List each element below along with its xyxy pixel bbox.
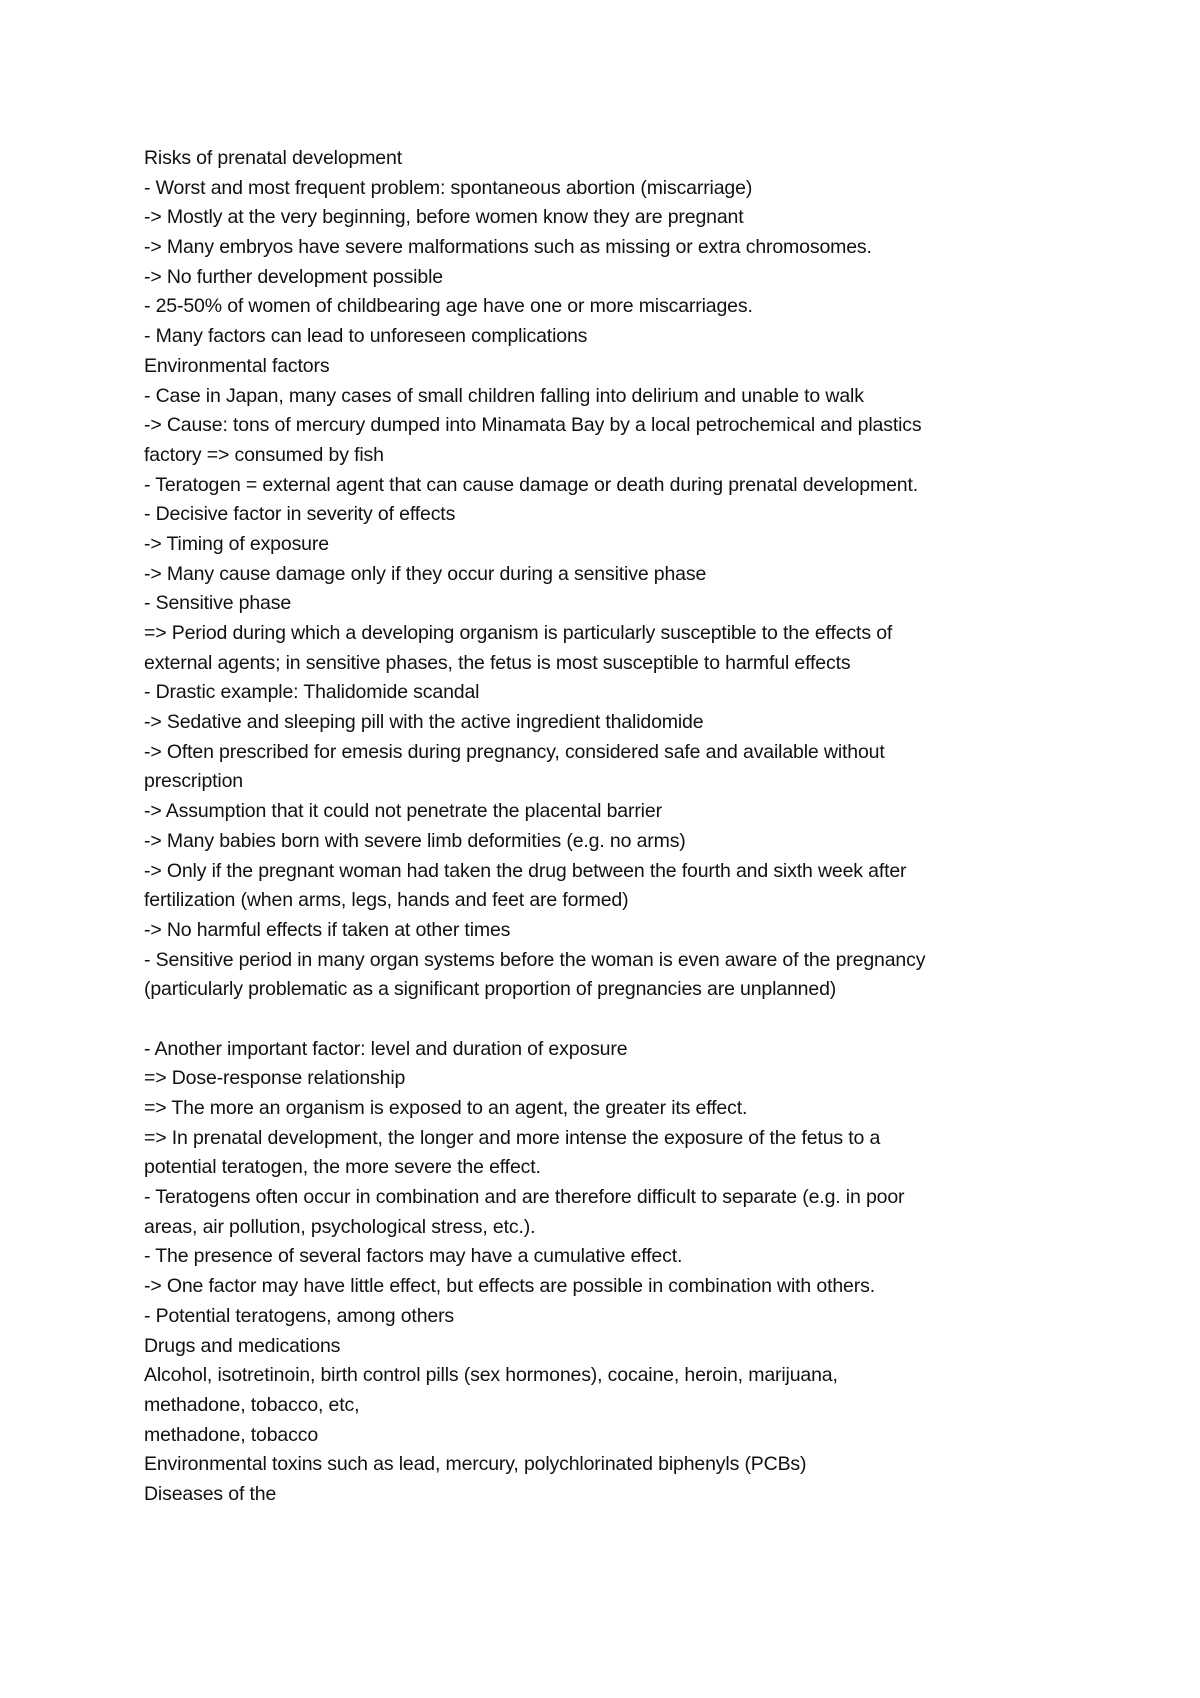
text-line: Diseases of the xyxy=(144,1482,277,1505)
text-line: - The presence of several factors may have a cumulative effect. xyxy=(144,1245,683,1268)
text-line: methadone, tobacco, etc, xyxy=(144,1393,360,1416)
text-line: => Period during which a developing organism is particularly susceptible to the effects of xyxy=(144,622,893,644)
text-line: - Decisive factor in severity of effects xyxy=(144,503,456,526)
text-line: - Another important factor: level and duration of exposure xyxy=(144,1037,628,1060)
text-line: prescription xyxy=(144,770,243,793)
text-line: - 25-50% of women of childbearing age have one or more miscarriages. xyxy=(144,295,753,318)
blank-line xyxy=(144,1005,1056,1035)
text-line: => Dose-response relationship xyxy=(144,1067,406,1090)
text-line: -> Cause: tons of mercury dumped into Minamata Bay by a local petrochemical and plastics xyxy=(144,414,922,437)
text-line: potential teratogen, the more severe the effect. xyxy=(144,1156,541,1179)
text-line: -> Often prescribed for emesis during pregnancy, considered safe and available without xyxy=(144,740,885,763)
document-body xyxy=(144,144,1056,1510)
text-line: - Worst and most frequent problem: spontaneous abortion (miscarriage) xyxy=(144,176,753,199)
text-line: - Drastic example: Thalidomide scandal xyxy=(144,681,480,704)
section-heading: Environmental factors xyxy=(144,354,330,377)
text-line: factory => consumed by fish xyxy=(144,443,384,466)
text-line: - Teratogen = external agent that can cause damage or death during prenatal development. xyxy=(144,473,919,496)
text-line: fertilization (when arms, legs, hands and feet are formed) xyxy=(144,889,629,912)
section-heading: Drugs and medications xyxy=(144,1334,341,1357)
text-line: -> No harmful effects if taken at other times xyxy=(144,918,511,941)
text-line: => The more an organism is exposed to an agent, the greater its effect. xyxy=(144,1097,748,1119)
text-line: -> Many cause damage only if they occur during a sensitive phase xyxy=(144,562,707,585)
text-line: -> One factor may have little effect, but effects are possible in combination with others. xyxy=(144,1275,875,1298)
text-line: -> Assumption that it could not penetrate the placental barrier xyxy=(144,800,662,823)
text-line: => In prenatal development, the longer and more intense the exposure of the fetus to a xyxy=(144,1126,881,1149)
text-line: -> Only if the pregnant woman had taken the drug between the fourth and sixth week after xyxy=(144,859,907,882)
text-line: Alcohol, isotretinoin, birth control pills (sex hormones), cocaine, heroin, marijuana, xyxy=(144,1364,838,1387)
text-line: - Many factors can lead to unforeseen complications xyxy=(144,325,588,348)
text-line: -> No further development possible xyxy=(144,265,443,288)
text-line: - Sensitive period in many organ systems before the woman is even aware of the pregnancy xyxy=(144,948,926,971)
text-line: - Sensitive phase xyxy=(144,592,292,615)
text-line: methadone, tobacco xyxy=(144,1423,319,1446)
text-line: (particularly problematic as a significant proportion of pregnancies are unplanned) xyxy=(144,978,837,1001)
text-line: -> Mostly at the very beginning, before women know they are pregnant xyxy=(144,206,744,229)
text-line: -> Timing of exposure xyxy=(144,532,329,555)
text-line: -> Many embryos have severe malformations such as missing or extra chromosomes. xyxy=(144,236,872,259)
text-line: -> Many babies born with severe limb deformities (e.g. no arms) xyxy=(144,829,686,852)
text-line: - Case in Japan, many cases of small children falling into delirium and unable to walk xyxy=(144,384,864,407)
text-line: external agents; in sensitive phases, the fetus is most susceptible to harmful effects xyxy=(144,651,851,674)
text-line: -> Sedative and sleeping pill with the active ingredient thalidomide xyxy=(144,711,704,734)
text-line: - Potential teratogens, among others xyxy=(144,1304,455,1327)
text-line: Environmental toxins such as lead, mercury, polychlorinated biphenyls (PCBs) xyxy=(144,1453,807,1476)
text-line: - Teratogens often occur in combination and are therefore difficult to separate (e.g. in poor xyxy=(144,1186,905,1209)
text-line: areas, air pollution, psychological stress, etc.). xyxy=(144,1215,536,1238)
doc-title: Risks of prenatal development xyxy=(144,147,402,169)
